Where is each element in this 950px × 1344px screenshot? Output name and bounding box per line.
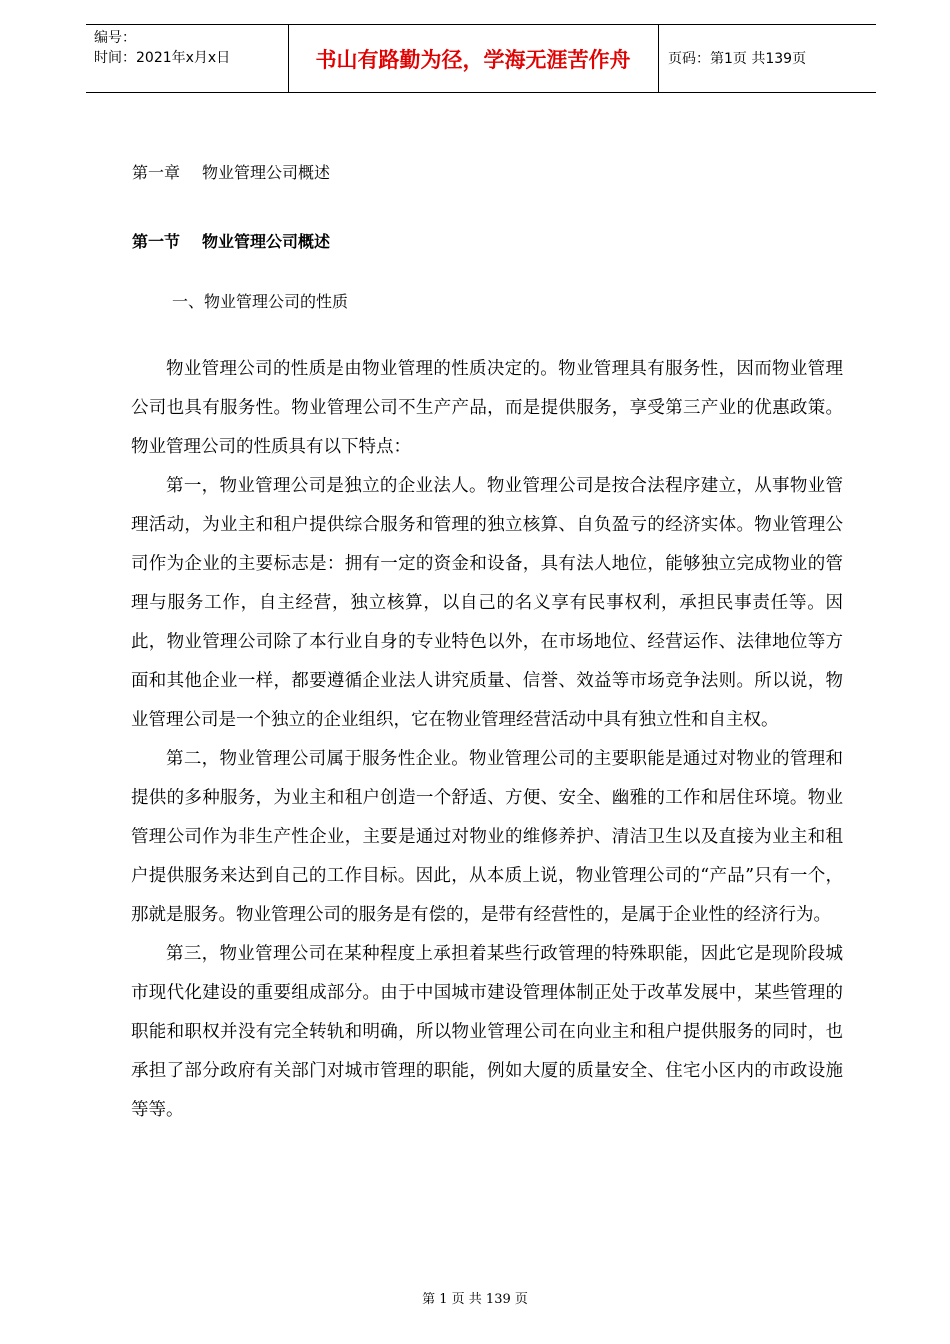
subsection-heading: 一、物业管理公司的性质: [172, 292, 349, 311]
chapter-title: 物业管理公司概述: [202, 163, 331, 182]
paragraph-intro: 物业管理公司的性质是由物业管理的性质决定的。物业管理具有服务性，因而物业管理公司也具有服务性。物业管理公司不生产产品，而是提供服务，享受第三产业的优惠政策。物业管理公司的性质具有以下特点：: [131, 359, 843, 457]
section-heading: [132, 229, 330, 252]
header-motto: 书山有路勤为径，学海无涯苦作舟: [315, 47, 631, 72]
page-header: [86, 24, 876, 94]
section-title: 物业管理公司概述: [202, 232, 331, 251]
chapter-heading: [132, 160, 330, 183]
paragraph-first: 第一，物业管理公司是独立的企业法人。物业管理公司是按合法程序建立，从事物业管理活动，为业主和租户提供综合服务和管理的独立核算、自负盈亏的经济实体。物业管理公司作为企业的主要标志是：拥有一定的资金和设备，具有法人地位，能够独立完成物业的管理与服务工作，自主经营，独立核算，以自己的名义享有民事权利，承担民事责任等。因此，物业管理公司除了本行业自身的专业特色以外，在市场地位、经营运作、法律地位等方面和其他企业一样，都要遵循企业法人讲究质量、信誉、效益等市场竞争法则。所以说，物业管理公司是一个独立的企业组织，它在物业管理经营活动中具有独立性和自主权。: [131, 476, 843, 730]
paragraph-third: 第三，物业管理公司在某种程度上承担着某些行政管理的特殊职能，因此它是现阶段城市现代化建设的重要组成部分。由于中国城市建设管理体制正处于改革发展中，某些管理的职能和职权并没有完全转轨和明确，所以物业管理公司在向业主和租户提供服务的同时，也承担了部分政府有关部门对城市管理的职能，例如大厦的质量安全、住宅小区内的市政设施等等。: [131, 944, 843, 1120]
section-number: 第一节: [132, 232, 181, 251]
header-time-label: 时间：2021年x月x日: [94, 50, 231, 66]
header-meta: [94, 28, 230, 68]
body-text: [131, 350, 843, 1130]
chapter-number: 第一章: [132, 163, 181, 182]
header-divider-right: [658, 24, 659, 93]
page-footer: 第 1 页 共 139 页: [422, 1292, 528, 1307]
header-number-label: 编号：: [94, 30, 136, 46]
header-page-label: 页码：第1页 共139页: [668, 51, 807, 67]
paragraph-second: 第二，物业管理公司属于服务性企业。物业管理公司的主要职能是通过对物业的管理和提供的多种服务，为业主和租户创造一个舒适、方便、安全、幽雅的工作和居住环境。物业管理公司作为非生产性企业，主要是通过对物业的维修养护、清洁卫生以及直接为业主和租户提供服务来达到自己的工作目标。因此，从本质上说，物业管理公司的“产品”只有一个，那就是服务。物业管理公司的服务是有偿的，是带有经营性的，是属于企业性的经济行为。: [131, 749, 843, 925]
